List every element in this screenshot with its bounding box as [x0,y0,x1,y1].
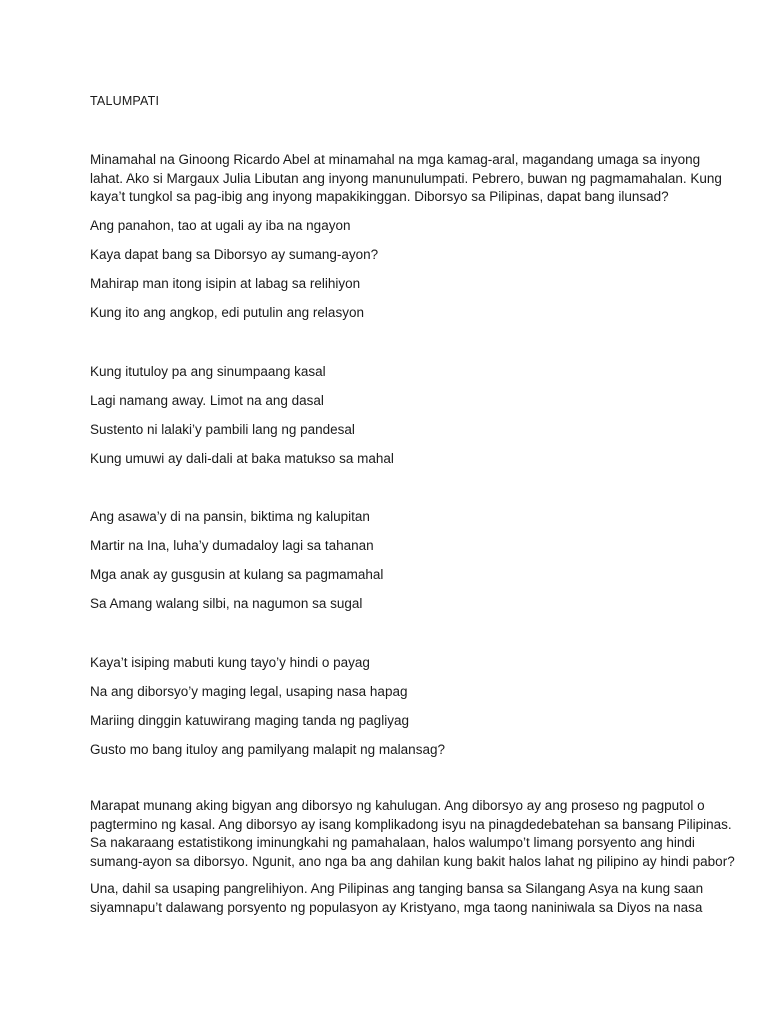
stanza-line: Kung itutuloy pa ang sinumpaang kasal [90,364,326,379]
intro-line: kaya’t tungkol sa pag-ibig ang inyong mapakikinggan. Diborsyo sa Pilipinas, dapat bang ilunsad? [90,189,669,205]
document-title: TALUMPATI [90,94,160,108]
stanza-line: Kaya dapat bang sa Diborsyo ay sumang-ayon? [90,247,379,262]
stanza-line: Lagi namang away. Limot na ang dasal [90,393,324,408]
paragraph-line: pagtermino ng kasal. Ang diborsyo ay isang komplikadong isyu na pinagdedebatehan sa bansang Pilipinas. [90,816,732,832]
intro-line: Minamahal na Ginoong Ricardo Abel at minamahal na mga kamag-aral, magandang umaga sa inyong [90,152,701,167]
stanza-line: Mahirap man itong isipin at labag sa relihiyon [90,276,361,291]
intro-line: lahat. Ako si Margaux Julia Libutan ang inyong manunulumpati. Pebrero, buwan ng pagmamahalan. Kung [90,170,722,186]
stanza-line: Ang asawa’y di na pansin, biktima ng kalupitan [90,509,370,524]
paragraph-line: sumang-ayon sa diborsyo. Ngunit, ano nga ba ang dahilan kung bakit halos lahat ng pilipino ay hindi pabor? [90,853,735,869]
stanza-line: Sustento ni lalaki’y pambili lang ng pandesal [90,422,355,437]
stanza-line: Mga anak ay gusgusin at kulang sa pagmamahal [90,567,384,582]
stanza-line: Gusto mo bang ituloy ang pamilyang malapit ng malansag? [90,742,445,757]
body-paragraph [90,880,704,917]
stanza-line: Kaya’t isiping mabuti kung tayo’y hindi o payag [90,655,370,670]
stanza-line: Sa Amang walang silbi, na nagumon sa sugal [90,596,363,611]
paragraph-line: Marapat munang aking bigyan ang diborsyo ng kahulugan. Ang diborsyo ay ang proseso ng pagputol o [90,798,705,813]
paragraph-line: siyamnapu’t dalawang porsyento ng populasyon ay Kristyano, mga taong naniniwala sa Diyos na nasa [90,899,703,915]
stanza-line: Kung ito ang angkop, edi putulin ang relasyon [90,305,364,320]
intro-paragraph [90,151,722,207]
stanza-line: Mariing dinggin katuwirang maging tanda ng pagliyag [90,713,409,728]
stanza-line: Martir na Ina, luha’y dumadaloy lagi sa tahanan [90,538,374,553]
body-paragraph [90,797,735,871]
stanza-line: Na ang diborsyo’y maging legal, usaping nasa hapag [90,684,408,699]
stanza-line: Kung umuwi ay dali-dali at baka matukso sa mahal [90,451,394,466]
stanza-line: Ang panahon, tao at ugali ay iba na ngayon [90,218,351,233]
paragraph-line: Sa nakaraang estatistikong iminungkahi ng pamahalaan, halos walumpo’t limang porsyento ang hindi [90,835,695,851]
paragraph-line: Una, dahil sa usaping pangrelihiyon. Ang Pilipinas ang tanging bansa sa Silangang Asya na kung saan [90,881,704,896]
